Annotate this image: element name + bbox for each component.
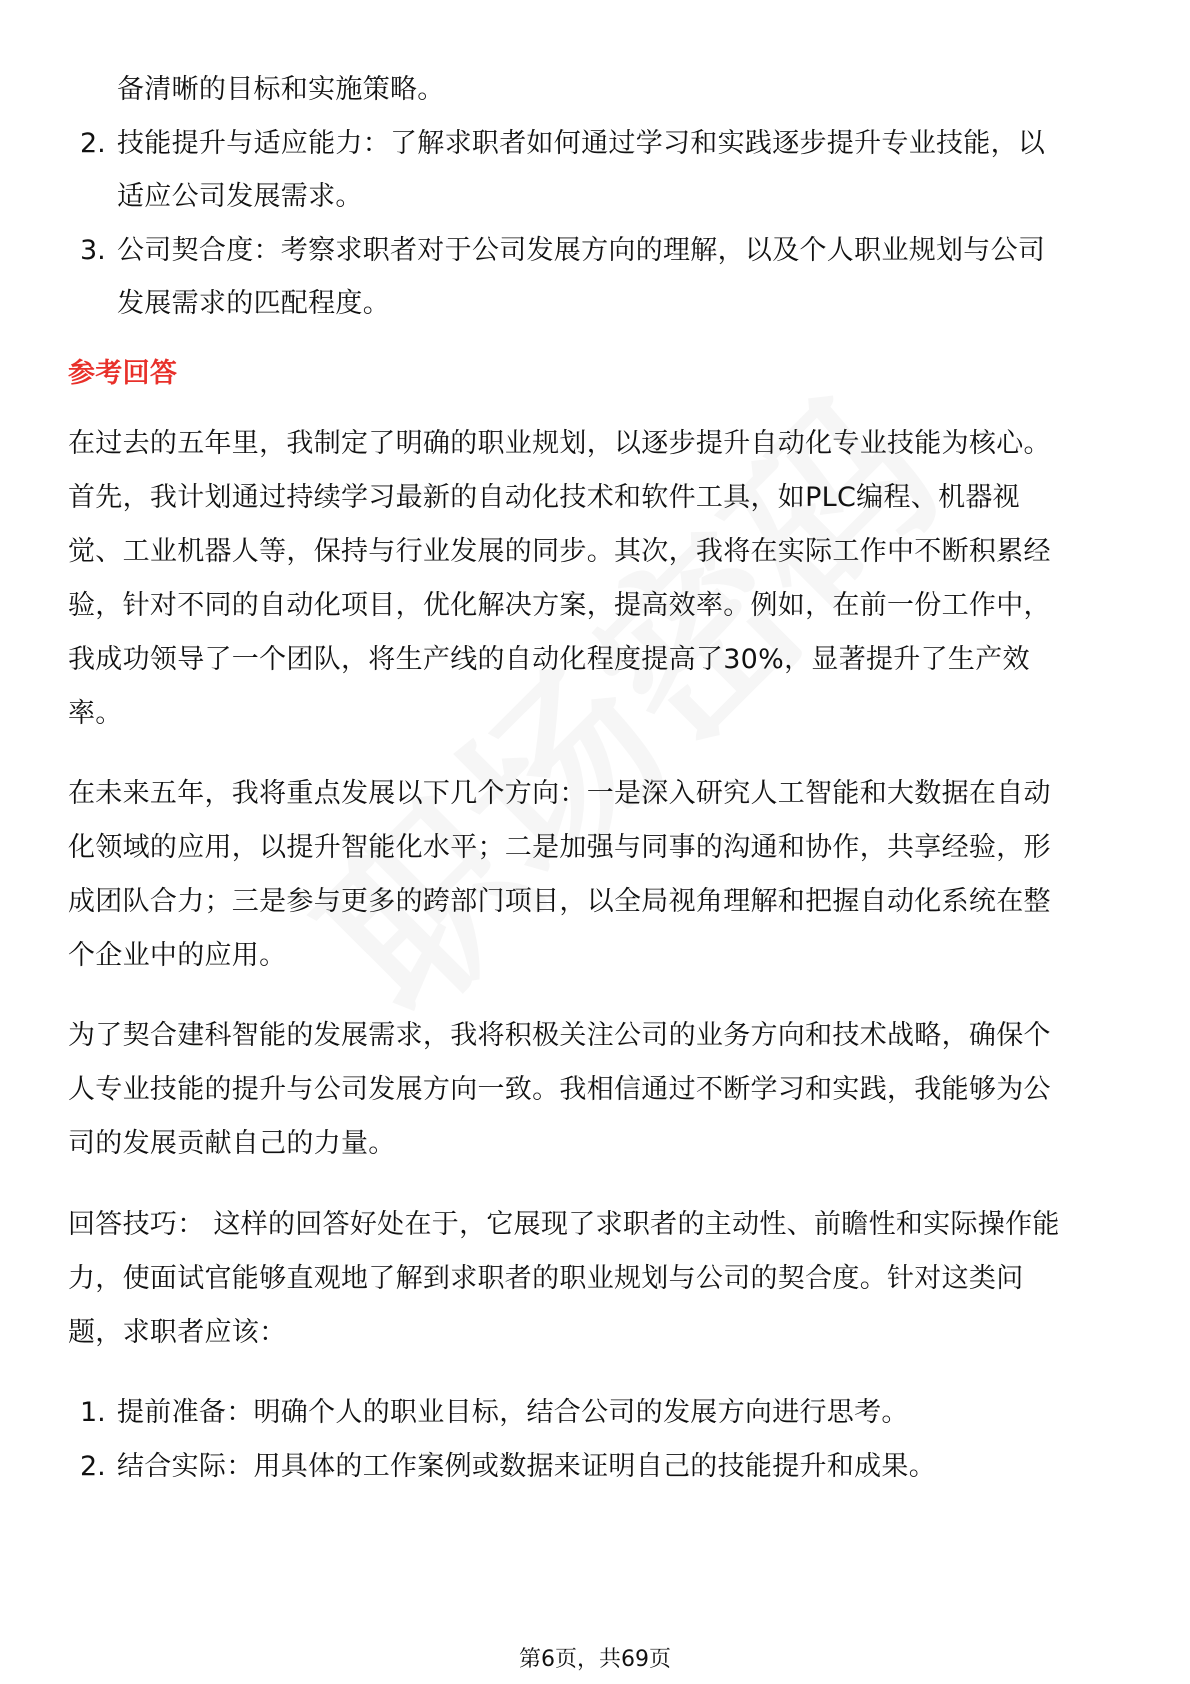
paragraph-line: 我成功领导了一个团队，将生产线的自动化程度提高了30%，显著提升了生产效 (68, 644, 1030, 675)
paragraph-line: 力，使面试官能够直观地了解到求职者的职业规划与公司的契合度。针对这类问 (68, 1263, 1024, 1294)
page-number-footer: 第6页，共69页 (519, 1647, 671, 1672)
paragraph-line: 人专业技能的提升与公司发展方向一致。我相信通过不断学习和实践，我能够为公 (68, 1074, 1051, 1105)
paragraph-line: 化领域的应用，以提升智能化水平；二是加强与同事的沟通和协作，共享经验，形 (68, 832, 1051, 863)
list-number: 2. (80, 128, 106, 159)
list-number: 1. (80, 1397, 106, 1428)
list-item-line: 提前准备：明确个人的职业目标，结合公司的发展方向进行思考。 (117, 1397, 909, 1428)
list-item-line: 发展需求的匹配程度。 (117, 288, 390, 319)
list-item-line: 结合实际：用具体的工作案例或数据来证明自己的技能提升和成果。 (117, 1451, 936, 1482)
paragraph-line: 为了契合建科智能的发展需求，我将积极关注公司的业务方向和技术战略，确保个 (68, 1020, 1051, 1051)
list-continuation: 备清晰的目标和实施策略。 (117, 74, 445, 105)
paragraph-line: 首先，我计划通过持续学习最新的自动化技术和软件工具，如PLC编程、机器视 (68, 482, 1020, 513)
paragraph-line: 回答技巧： 这样的回答好处在于，它展现了求职者的主动性、前瞻性和实际操作能 (68, 1209, 1060, 1240)
paragraph-line: 率。 (68, 698, 123, 729)
list-number: 2. (80, 1451, 106, 1482)
paragraph-line: 司的发展贡献自己的力量。 (68, 1128, 396, 1159)
paragraph-line: 在未来五年，我将重点发展以下几个方向：一是深入研究人工智能和大数据在自动 (68, 778, 1051, 809)
paragraph-line: 成团队合力；三是参与更多的跨部门项目，以全局视角理解和把握自动化系统在整 (68, 886, 1051, 917)
list-number: 3. (80, 235, 106, 266)
paragraph-line: 题，求职者应该： (68, 1317, 287, 1348)
list-item-line: 适应公司发展需求。 (117, 181, 363, 212)
paragraph-line: 个企业中的应用。 (68, 940, 287, 971)
section-heading: 参考回答 (68, 358, 178, 389)
list-item-line: 公司契合度：考察求职者对于公司发展方向的理解，以及个人职业规划与公司 (117, 235, 1046, 266)
paragraph-line: 觉、工业机器人等，保持与行业发展的同步。其次，我将在实际工作中不断积累经 (68, 536, 1051, 567)
paragraph-line: 在过去的五年里，我制定了明确的职业规划，以逐步提升自动化专业技能为核心。 (68, 428, 1051, 459)
paragraph-line: 验，针对不同的自动化项目，优化解决方案，提高效率。例如，在前一份工作中， (68, 590, 1051, 621)
list-item-line: 技能提升与适应能力：了解求职者如何通过学习和实践逐步提升专业技能，以 (117, 128, 1046, 159)
